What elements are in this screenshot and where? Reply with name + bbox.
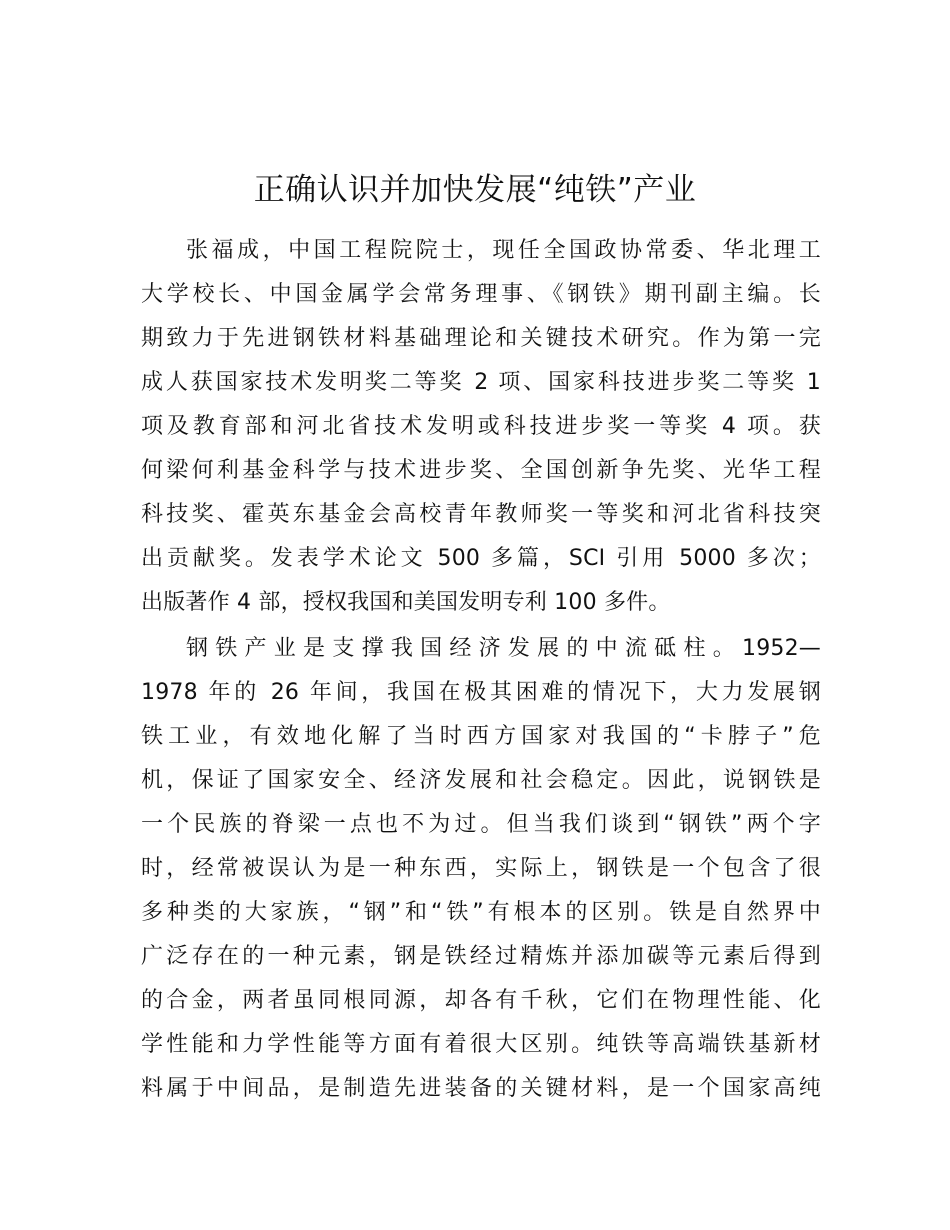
text-line: 张福成，中国工程院院士，现任全国政协常委、华北理工	[186, 238, 821, 263]
text-line: 一个民族的脊梁一点也不为过。但当我们谈到“钢铁”两个字	[141, 812, 821, 837]
text-line: 铁工业，有效地化解了当时西方国家对我国的“卡脖子”危	[141, 724, 821, 749]
text-line: 出贡献奖。发表学术论文 500 多篇，SCI 引用 5000 多次；	[141, 546, 821, 571]
text-line: 料属于中间品，是制造先进装备的关键材料，是一个国家高纯	[141, 1076, 821, 1101]
text-line: 时，经常被误认为是一种东西，实际上，钢铁是一个包含了很	[141, 856, 821, 881]
text-line: 钢铁产业是支撑我国经济发展的中流砥柱。1952—	[186, 636, 821, 661]
text-line: 期致力于先进钢铁材料基础理论和关键技术研究。作为第一完	[141, 326, 821, 351]
text-line: 学性能和力学性能等方面有着很大区别。纯铁等高端铁基新材	[141, 1032, 821, 1057]
text-line: 机，保证了国家安全、经济发展和社会稳定。因此，说钢铁是	[141, 768, 821, 793]
text-line: 何梁何利基金科学与技术进步奖、全国创新争先奖、光华工程	[141, 458, 821, 483]
body-paragraph	[141, 627, 821, 1111]
text-line: 广泛存在的一种元素，钢是铁经过精炼并添加碳等元素后得到	[141, 944, 821, 969]
text-line: 1978 年的 26 年间，我国在极其困难的情况下，大力发展钢	[141, 680, 821, 705]
author-bio-paragraph	[141, 229, 821, 625]
article-title: 正确认识并加快发展“纯铁”产业	[253, 172, 697, 208]
text-line: 多种类的大家族，“钢”和“铁”有根本的区别。铁是自然界中	[141, 900, 821, 925]
text-line: 项及教育部和河北省技术发明或科技进步奖一等奖 4 项。获	[141, 414, 821, 439]
text-line: 大学校长、中国金属学会常务理事、《钢铁》期刊副主编。长	[141, 282, 821, 307]
text-line: 成人获国家技术发明奖二等奖 2 项、国家科技进步奖二等奖 1	[141, 370, 821, 395]
text-line: 出版著作 4 部，授权我国和美国发明专利 100 多件。	[141, 590, 671, 615]
text-line: 的合金，两者虽同根同源，却各有千秋，它们在物理性能、化	[141, 988, 821, 1013]
text-line: 科技奖、霍英东基金会高校青年教师奖一等奖和河北省科技突	[141, 502, 821, 527]
